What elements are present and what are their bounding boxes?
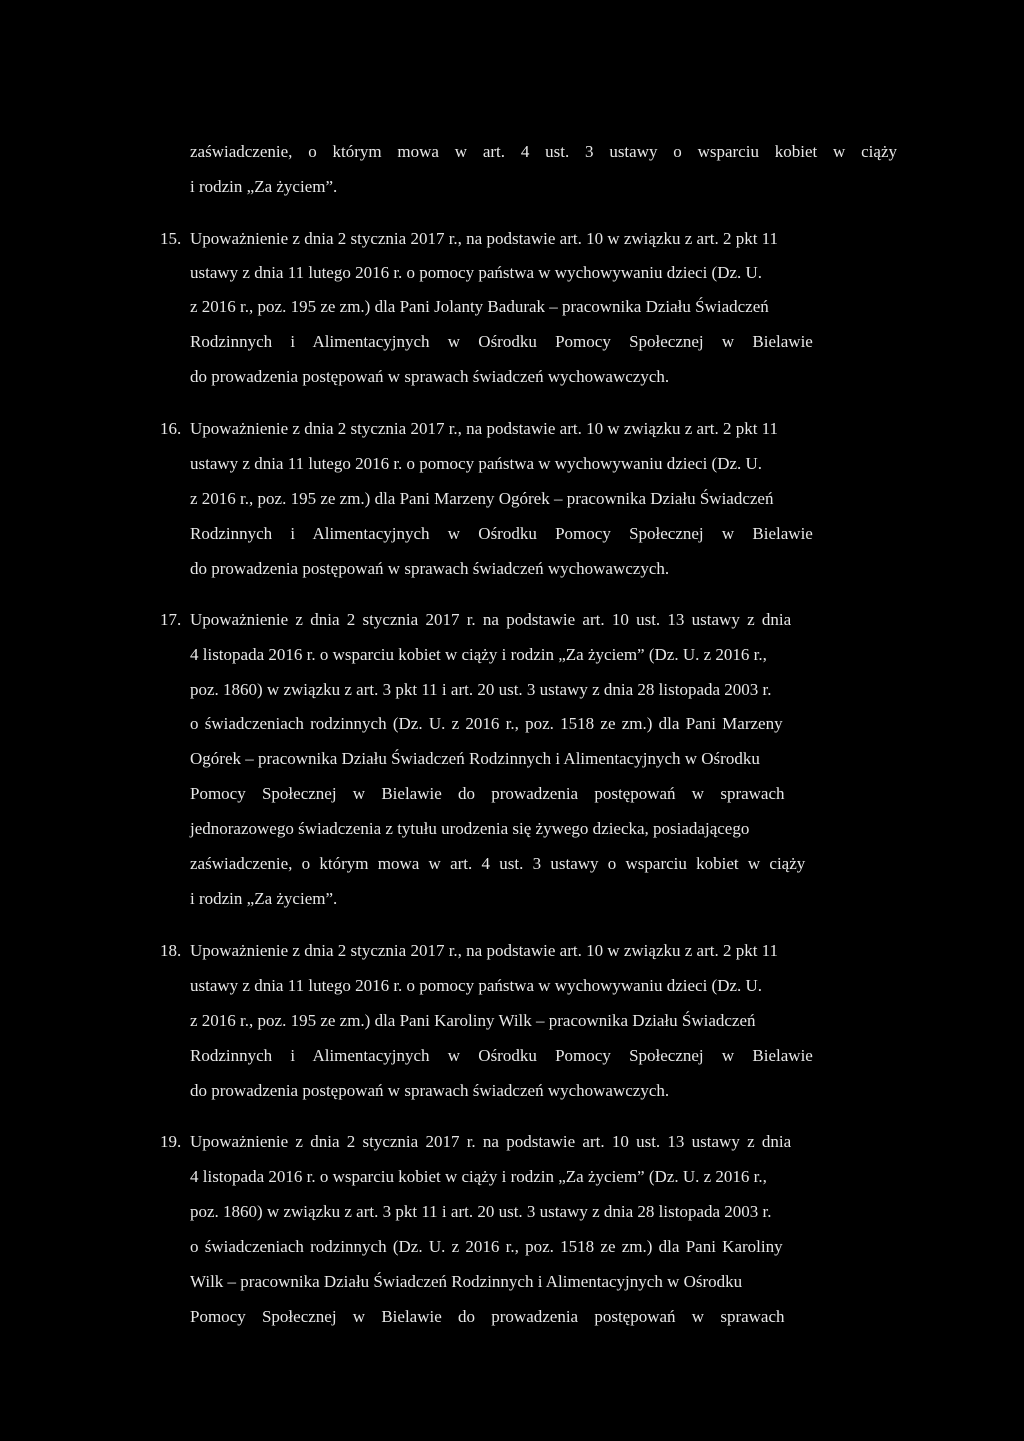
word: o: [673, 142, 682, 161]
item-line: z 2016 r., poz. 195 ze zm.) dla Pani Jolanty Badurak – pracownika Działu Świadczeń: [190, 297, 769, 316]
item-line: z 2016 r., poz. 195 ze zm.) dla Pani Marzeny Ogórek – pracownika Działu Świadczeń: [190, 489, 774, 508]
item-line: Upoważnienie z dnia 2 stycznia 2017 r., na podstawie art. 10 w związku z art. 2 pkt 11: [190, 229, 779, 248]
word: 3: [585, 142, 594, 161]
item-line: ustawy z dnia 11 lutego 2016 r. o pomocy państwa w wychowywaniu dzieci (Dz. U.: [190, 976, 763, 995]
word: art.: [482, 142, 506, 161]
item-line: Upoważnienie z dnia 2 stycznia 2017 r. na podstawie art. 10 ust. 13 ustawy z dnia: [190, 610, 792, 629]
item-line: do prowadzenia postępowań w sprawach świadczeń wychowawczych.: [190, 367, 670, 386]
word: w: [454, 142, 468, 161]
word: którym: [332, 142, 382, 161]
item-line: zaświadczenie, o którym mowa w art. 4 ust. 3 ustawy o wsparciu kobiet w ciąży: [190, 854, 806, 873]
item-line: ustawy z dnia 11 lutego 2016 r. o pomocy państwa w wychowywaniu dzieci (Dz. U.: [190, 263, 763, 282]
item-line: ustawy z dnia 11 lutego 2016 r. o pomocy państwa w wychowywaniu dzieci (Dz. U.: [190, 454, 763, 473]
item-line: z 2016 r., poz. 195 ze zm.) dla Pani Karoliny Wilk – pracownika Działu Świadczeń: [190, 1011, 756, 1030]
item-line: Upoważnienie z dnia 2 stycznia 2017 r., na podstawie art. 10 w związku z art. 2 pkt 11: [190, 941, 779, 960]
intro-line-1: [190, 142, 897, 162]
item-line: Rodzinnych i Alimentacyjnych w Ośrodku Pomocy Społecznej w Bielawie: [190, 1046, 813, 1065]
item-line: 4 listopada 2016 r. o wsparciu kobiet w ciąży i rodzin „Za życiem” (Dz. U. z 2016 r.,: [190, 645, 767, 664]
item-line: jednorazowego świadczenia z tytułu urodzenia się żywego dziecka, posiadającego: [190, 819, 750, 838]
item-line: Rodzinnych i Alimentacyjnych w Ośrodku Pomocy Społecznej w Bielawie: [190, 524, 813, 543]
item-number: 19.: [160, 1132, 182, 1151]
item-number: 15.: [160, 229, 182, 248]
item-line: Pomocy Społecznej w Bielawie do prowadzenia postępowań w sprawach: [190, 1307, 785, 1326]
item-number: 17.: [160, 610, 182, 629]
item-line: o świadczeniach rodzinnych (Dz. U. z 2016 r., poz. 1518 ze zm.) dla Pani Marzeny: [190, 714, 783, 733]
word: mowa: [397, 142, 439, 161]
word: zaświadczenie,: [190, 142, 293, 161]
item-line: o świadczeniach rodzinnych (Dz. U. z 2016 r., poz. 1518 ze zm.) dla Pani Karoliny: [190, 1237, 783, 1256]
word: ust.: [545, 142, 570, 161]
item-line: poz. 1860) w związku z art. 3 pkt 11 i art. 20 ust. 3 ustawy z dnia 28 listopada 2003 r.: [190, 680, 772, 699]
word: 4: [520, 142, 530, 161]
item-line: 4 listopada 2016 r. o wsparciu kobiet w ciąży i rodzin „Za życiem” (Dz. U. z 2016 r.,: [190, 1167, 767, 1186]
word: ustawy: [609, 142, 658, 161]
item-line: Ogórek – pracownika Działu Świadczeń Rodzinnych i Alimentacyjnych w Ośrodku: [190, 749, 760, 768]
item-line: do prowadzenia postępowań w sprawach świadczeń wychowawczych.: [190, 1081, 670, 1100]
item-line: Upoważnienie z dnia 2 stycznia 2017 r. na podstawie art. 10 ust. 13 ustawy z dnia: [190, 1132, 792, 1151]
word: o: [308, 142, 317, 161]
intro-line-2: i rodzin „Za życiem”.: [190, 177, 338, 196]
item-number: 16.: [160, 419, 182, 438]
item-line: Upoważnienie z dnia 2 stycznia 2017 r., na podstawie art. 10 w związku z art. 2 pkt 11: [190, 419, 779, 438]
item-line: Wilk – pracownika Działu Świadczeń Rodzinnych i Alimentacyjnych w Ośrodku: [190, 1272, 743, 1291]
item-line: poz. 1860) w związku z art. 3 pkt 11 i art. 20 ust. 3 ustawy z dnia 28 listopada 2003 r.: [190, 1202, 772, 1221]
item-line: Rodzinnych i Alimentacyjnych w Ośrodku Pomocy Społecznej w Bielawie: [190, 332, 813, 351]
word: wsparciu: [697, 142, 759, 161]
item-line: Pomocy Społecznej w Bielawie do prowadzenia postępowań w sprawach: [190, 784, 785, 803]
word: w: [833, 142, 846, 161]
item-line: do prowadzenia postępowań w sprawach świadczeń wychowawczych.: [190, 559, 670, 578]
item-line: i rodzin „Za życiem”.: [190, 889, 338, 908]
word: kobiet: [774, 142, 818, 161]
word: ciąży: [861, 142, 897, 161]
item-number: 18.: [160, 941, 182, 960]
